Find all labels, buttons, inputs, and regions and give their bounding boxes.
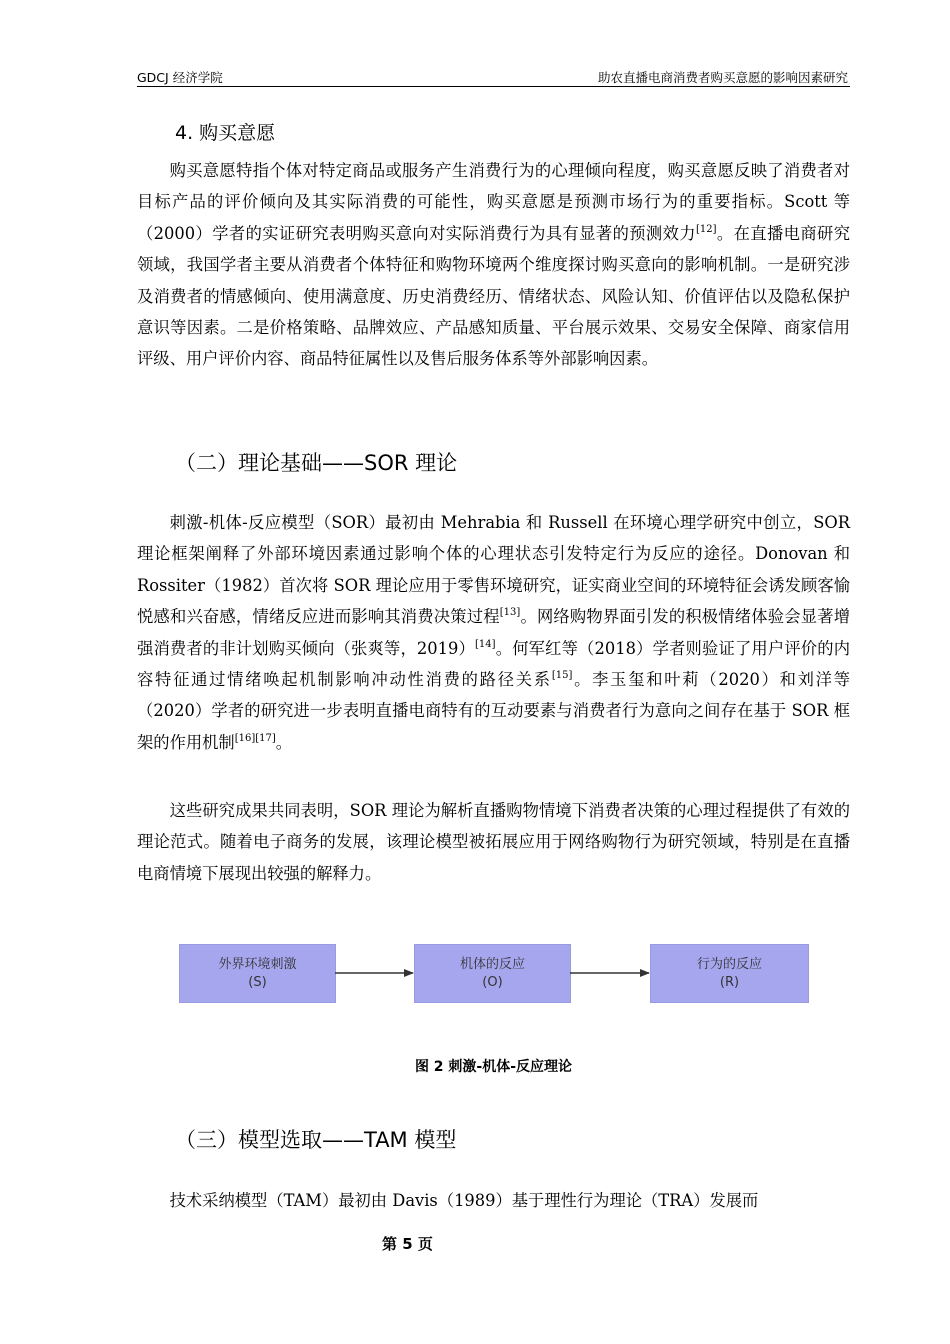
- citation: [12]: [695, 223, 717, 235]
- text-run: 。: [275, 732, 293, 752]
- box-sublabel: (S): [248, 974, 267, 990]
- figure-caption: 图 2 刺激-机体-反应理论: [414, 1059, 573, 1075]
- text-run: 刺激-机体-反应模型（SOR）最初由 Mehrabia 和 Russell 在环境心理学研究中创立，SOR 理论框架阐释了外部环境因素通过影响个体的心理状态引发特定行为反应的途径。Donovan 和 Rossiter（1982）首次将 SOR 理论应用于零售环境研究，证实商业空间的环境特征会诱发顾客愉悦感和兴奋感，情绪反应进而影响其消费决策过程: [137, 513, 850, 627]
- box-label: 机体的反应: [459, 956, 525, 972]
- text-run: 购买意愿特指个体对特定商品或服务产生消费行为的心理倾向程度，购买意愿反映了消费者对目标产品的评价倾向及其实际消费的可能性，购买意愿是预测市场行为的重要指标。Scott 等（2000）学者的实证研究表明购买意向对实际消费行为具有显著的预测效力: [137, 161, 850, 243]
- box-label: 行为的反应: [696, 956, 762, 972]
- box-sublabel: (O): [482, 974, 503, 990]
- citation: [16][17]: [234, 732, 276, 744]
- citation: [13]: [499, 607, 521, 619]
- heading-sor-theory: （二）理论基础——SOR 理论: [175, 451, 458, 475]
- box-sublabel: (R): [719, 974, 740, 990]
- text-run: 。在直播电商研究领域，我国学者主要从消费者个体特征和购物环境两个维度探讨购买意向的影响机制。一是研究涉及消费者的情感倾向、使用满意度、历史消费经历、情绪状态、风险认知、价值评估以及隐私保护意识等因素。二是价格策略、品牌效应、产品感知质量、平台展示效果、交易安全保障、商家信用评级、用户评价内容、商品特征属性以及售后服务体系等外部影响因素。: [137, 223, 850, 369]
- paragraph-sor-summary: 这些研究成果共同表明，SOR 理论为解析直播购物情境下消费者决策的心理过程提供了有效的理论范式。随着电子商务的发展，该理论模型被拓展应用于网络购物行为研究领域，特别是在直播电商情境下展现出较强的解释力。: [137, 801, 850, 883]
- citation: [14]: [475, 638, 496, 650]
- text-run: 。李玉玺和叶莉（2020）和刘洋等（2020）学者的研究进一步表明直播电商特有的互动要素与消费者行为意向之间存在基于 SOR 框架的作用机制: [137, 670, 850, 752]
- citation: [15]: [551, 670, 573, 682]
- paragraph-tam-intro: 技术采纳模型（TAM）最初由 Davis（1989）基于理性行为理论（TRA）发展而: [169, 1191, 759, 1210]
- text-run: 。何军红等（2018）学者则验证了用户评价的内容特征通过情绪唤起机制影响冲动性消费的路径关系: [137, 638, 851, 690]
- box-label: 外界环境刺激: [218, 956, 297, 972]
- page-number: 第 5 页: [382, 1235, 433, 1253]
- header-thesis-title: 助农直播电商消费者购买意愿的影响因素研究: [597, 70, 848, 85]
- text-run: 。网络购物界面引发的积极情绪体验会显著增强消费者的非计划购买倾向（张爽等，2019）: [137, 607, 850, 658]
- heading-purchase-intention: 4. 购买意愿: [175, 122, 276, 144]
- heading-tam-model: （三）模型选取——TAM 模型: [175, 1128, 457, 1152]
- header-school: GDCJ 经济学院: [137, 70, 223, 85]
